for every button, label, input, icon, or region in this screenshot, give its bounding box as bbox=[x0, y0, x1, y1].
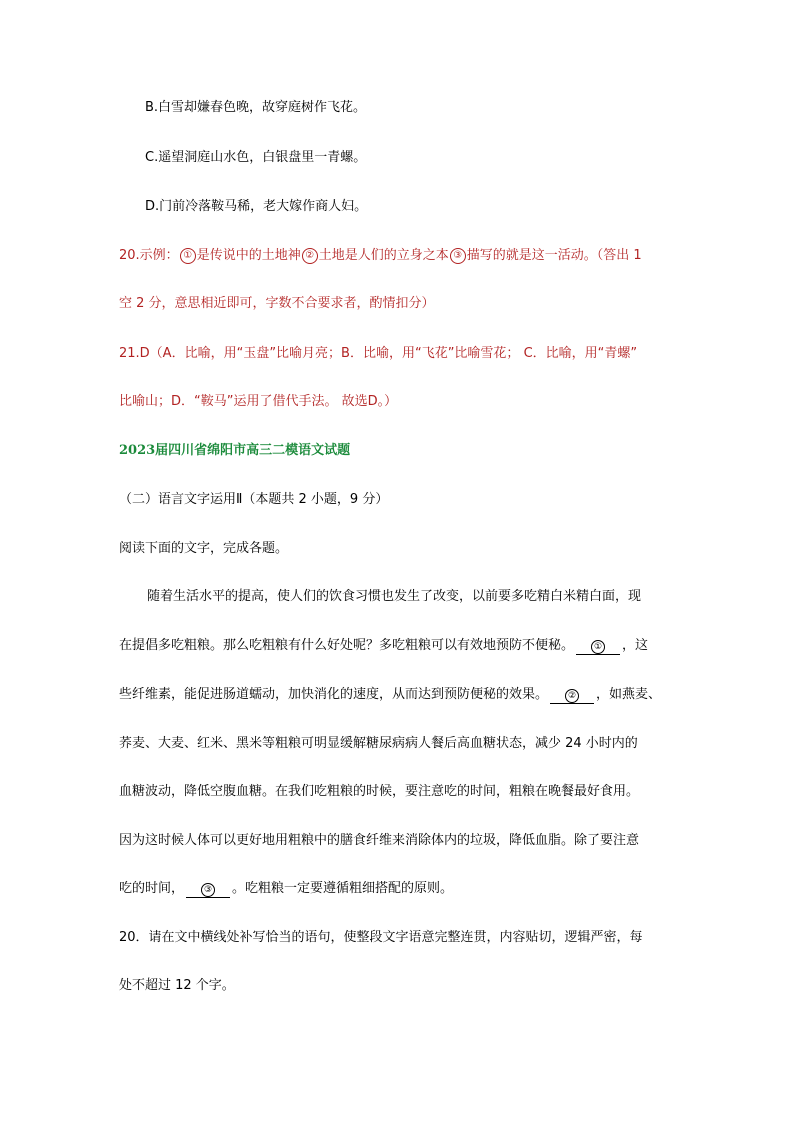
exam-title: 2023届四川省绵阳市高三二模语文试题 bbox=[119, 443, 351, 458]
circled-marker-3: ③ bbox=[450, 248, 466, 264]
blank-marker-1: ① bbox=[591, 640, 605, 654]
answer-20-line1 bbox=[119, 247, 642, 265]
passage-line-6: 因为这时候人体可以更好地用粗粮中的膳食纤维来消除体内的垃圾，降低血脂。除了要注意 bbox=[119, 833, 640, 848]
passage-line-2: 在提倡多吃粗粮。那么吃粗粮有什么好处呢？多吃粗粮可以有效地预防不便秘。 ① ，这 bbox=[119, 638, 649, 653]
passage-line-7: 吃的时间， ③ 。吃粗粮一定要遵循粗细搭配的原则。 bbox=[119, 881, 454, 896]
option-b: B.白雪却嫌春色晚，故穿庭树作飞花。 bbox=[145, 100, 367, 115]
question-20-line2: 处不超过 12 个字。 bbox=[119, 978, 235, 993]
circled-marker-1: ① bbox=[180, 248, 196, 264]
question-20-line1: 20．请在文中横线处补写恰当的语句，使整段文字语意完整连贯，内容贴切，逻辑严密，每 bbox=[119, 930, 643, 945]
passage-line-4: 荞麦、大麦、红米、黑米等粗粮可明显缓解糖尿病病人餐后高血糖状态，减少 24 小时内的 bbox=[119, 736, 638, 751]
passage-line-5: 血糖波动，降低空腹血糖。在我们吃粗粮的时候，要注意吃的时间，粗粮在晚餐最好食用。 bbox=[119, 784, 640, 799]
answer-21-line2: 比喻山；D．“鞍马”运用了借代手法。 故选D。） bbox=[119, 394, 398, 409]
passage-line-3: 些纤维素，能促进肠道蠕动，加快消化的速度，从而达到预防便秘的效果。 ② ，如燕麦、 bbox=[119, 687, 662, 702]
section-header: （二）语言文字运用Ⅱ（本题共 2 小题，9 分） bbox=[119, 492, 389, 507]
blank-marker-3: ③ bbox=[201, 883, 215, 897]
fill-blank-1[interactable] bbox=[576, 639, 620, 655]
answer-20-text1: 是传说中的土地神 bbox=[196, 248, 301, 263]
fill-blank-3[interactable] bbox=[186, 882, 230, 898]
answer-20-text2: 土地是人们的立身之本 bbox=[318, 248, 449, 263]
passage-line-1: 随着生活水平的提高，使人们的饮食习惯也发生了改变，以前要多吃精白米精白面，现 bbox=[147, 589, 642, 604]
answer-20-prefix: 20.示例： bbox=[119, 248, 179, 263]
blank-marker-2: ② bbox=[565, 689, 579, 703]
option-c: C.遥望洞庭山水色，白银盘里一青螺。 bbox=[145, 150, 367, 165]
answer-21-line1: 21.D（A．比喻，用“玉盘”比喻月亮；B．比喻，用“飞花”比喻雪花； C．比喻，用“青螺” bbox=[119, 346, 638, 361]
instruction: 阅读下面的文字，完成各题。 bbox=[119, 541, 289, 556]
circled-marker-2: ② bbox=[302, 248, 318, 264]
answer-20-line2: 空 2 分，意思相近即可，字数不合要求者，酌情扣分） bbox=[119, 296, 435, 311]
answer-20-text3: 描写的就是这一活动。（答出 1 bbox=[466, 248, 642, 263]
option-d: D.门前冷落鞍马稀，老大嫁作商人妇。 bbox=[145, 199, 368, 214]
fill-blank-2[interactable] bbox=[550, 688, 594, 704]
